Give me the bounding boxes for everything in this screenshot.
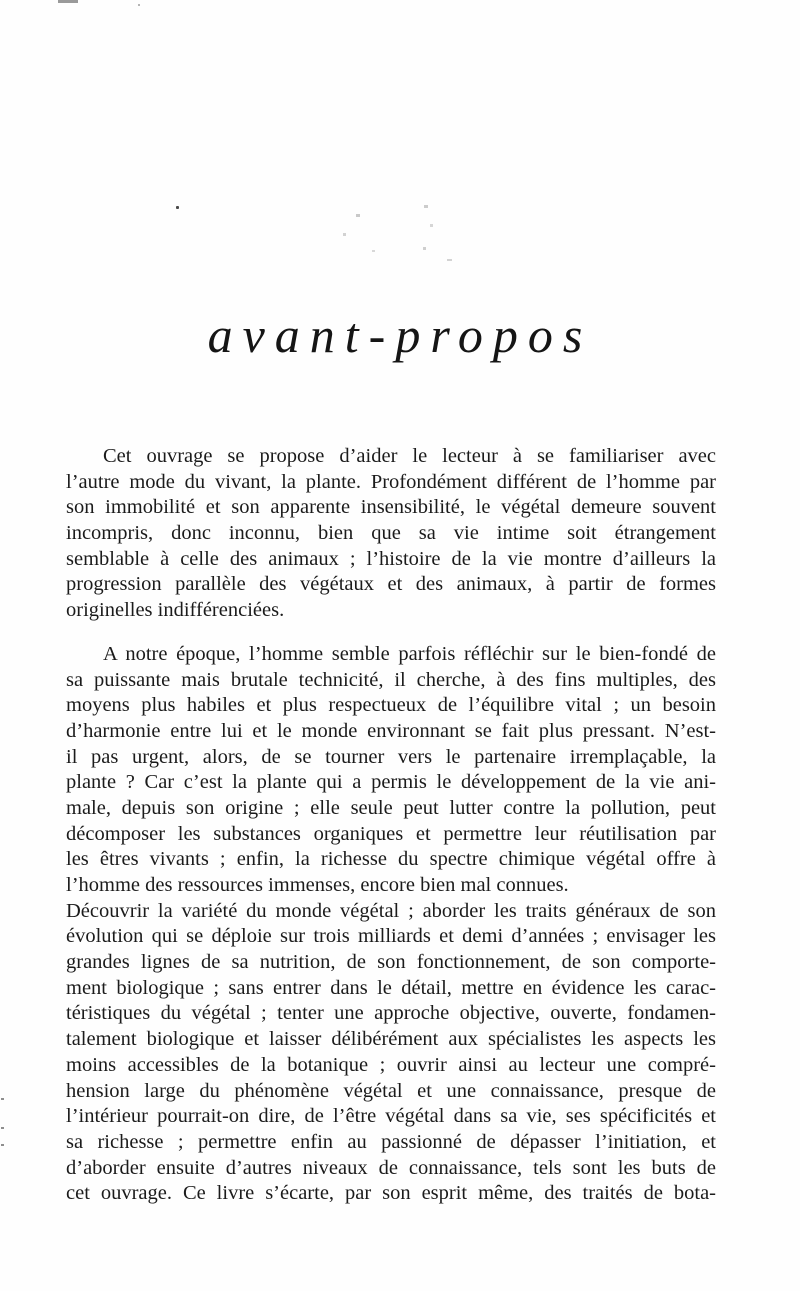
text-line: moyens plus habiles et plus respectueux de l’équilibre vital ; un besoin <box>66 694 716 717</box>
scan-speckle <box>138 4 140 6</box>
text-line: son immobilité et son apparente insensibilité, le végétal demeure souvent <box>66 496 716 519</box>
text-line: sa puissante mais brutale technicité, il cherche, à des fins multiples, des <box>66 668 716 691</box>
scan-margin-tick <box>1 1144 4 1146</box>
text-line: male, depuis son origine ; elle seule peut lutter contre la pollution, peut <box>66 796 716 819</box>
scan-speckle <box>423 247 426 250</box>
text-line: Cet ouvrage se propose d’aider le lecteur à se familiariser avec <box>103 445 716 467</box>
scan-margin-tick <box>1 1127 4 1129</box>
scan-ink-dot <box>176 206 179 209</box>
text-line: A notre époque, l’homme semble parfois réfléchir sur le bien-fondé de <box>103 642 716 665</box>
text-line: ment biologique ; sans entrer dans le détail, mettre en évidence les carac- <box>66 976 716 999</box>
paragraph <box>66 642 716 899</box>
text-line: l’autre mode du vivant, la plante. Profondément différent de l’homme par <box>66 470 716 493</box>
scan-margin-tick <box>1 1098 4 1100</box>
text-line: l’homme des ressources immenses, encore bien mal connues. <box>66 874 569 896</box>
text-line: les êtres vivants ; enfin, la richesse du spectre chimique végétal offre à <box>66 848 716 871</box>
text-line: Découvrir la variété du monde végétal ; aborder les traits généraux de son <box>66 899 716 922</box>
paragraph <box>66 899 716 1207</box>
paragraph <box>66 444 716 624</box>
text-line: d’harmonie entre lui et le monde environnant se fait plus pressant. N’est- <box>66 719 716 742</box>
scan-speckle <box>430 224 433 227</box>
scan-speckle <box>343 233 346 236</box>
text-line: moins accessibles de la botanique ; ouvrir ainsi au lecteur une compré- <box>66 1053 716 1076</box>
text-line: hension large du phénomène végétal et une connaissance, presque de <box>66 1079 716 1102</box>
text-line: cet ouvrage. Ce livre s’écarte, par son esprit même, des traités de bota- <box>66 1182 716 1205</box>
text-line: semblable à celle des animaux ; l’histoire de la vie montre d’ailleurs la <box>66 547 716 570</box>
body-text <box>66 444 716 1207</box>
text-line: évolution qui se déploie sur trois milliards et demi d’années ; envisager les <box>66 925 716 948</box>
scan-speckle <box>424 205 428 208</box>
scan-speckle <box>356 214 360 217</box>
text-line: talement biologique et laisser délibérément aux spécialistes les aspects les <box>66 1028 716 1051</box>
text-line: originelles indifférenciées. <box>66 599 285 622</box>
text-line: il pas urgent, alors, de se tourner vers le partenaire irremplaçable, la <box>66 745 716 768</box>
text-line: téristiques du végétal ; tenter une approche objective, ouverte, fondamen- <box>66 1002 716 1025</box>
text-line: sa richesse ; permettre enfin au passionné de dépasser l’initiation, et <box>66 1130 716 1153</box>
text-line: l’intérieur pourrait-on dire, de l’être végétal dans sa vie, ses spécificités et <box>66 1105 716 1128</box>
chapter-title: avant-propos <box>207 306 593 363</box>
scan-speckle <box>372 250 375 252</box>
text-line: grandes lignes de sa nutrition, de son fonctionnement, de son comporte- <box>66 951 716 974</box>
scan-artifact-bar <box>58 0 78 3</box>
scan-speckle <box>447 259 452 261</box>
text-line: plante ? Car c’est la plante qui a permis le développement de la vie ani- <box>66 771 716 794</box>
text-line: décomposer les substances organiques et permettre leur réutilisation par <box>66 822 716 845</box>
text-line: progression parallèle des végétaux et des animaux, à partir de formes <box>66 573 716 596</box>
text-line: incompris, donc inconnu, bien que sa vie intime soit étrangement <box>66 522 716 545</box>
text-line: d’aborder ensuite d’autres niveaux de connaissance, tels sont les buts de <box>66 1156 716 1179</box>
